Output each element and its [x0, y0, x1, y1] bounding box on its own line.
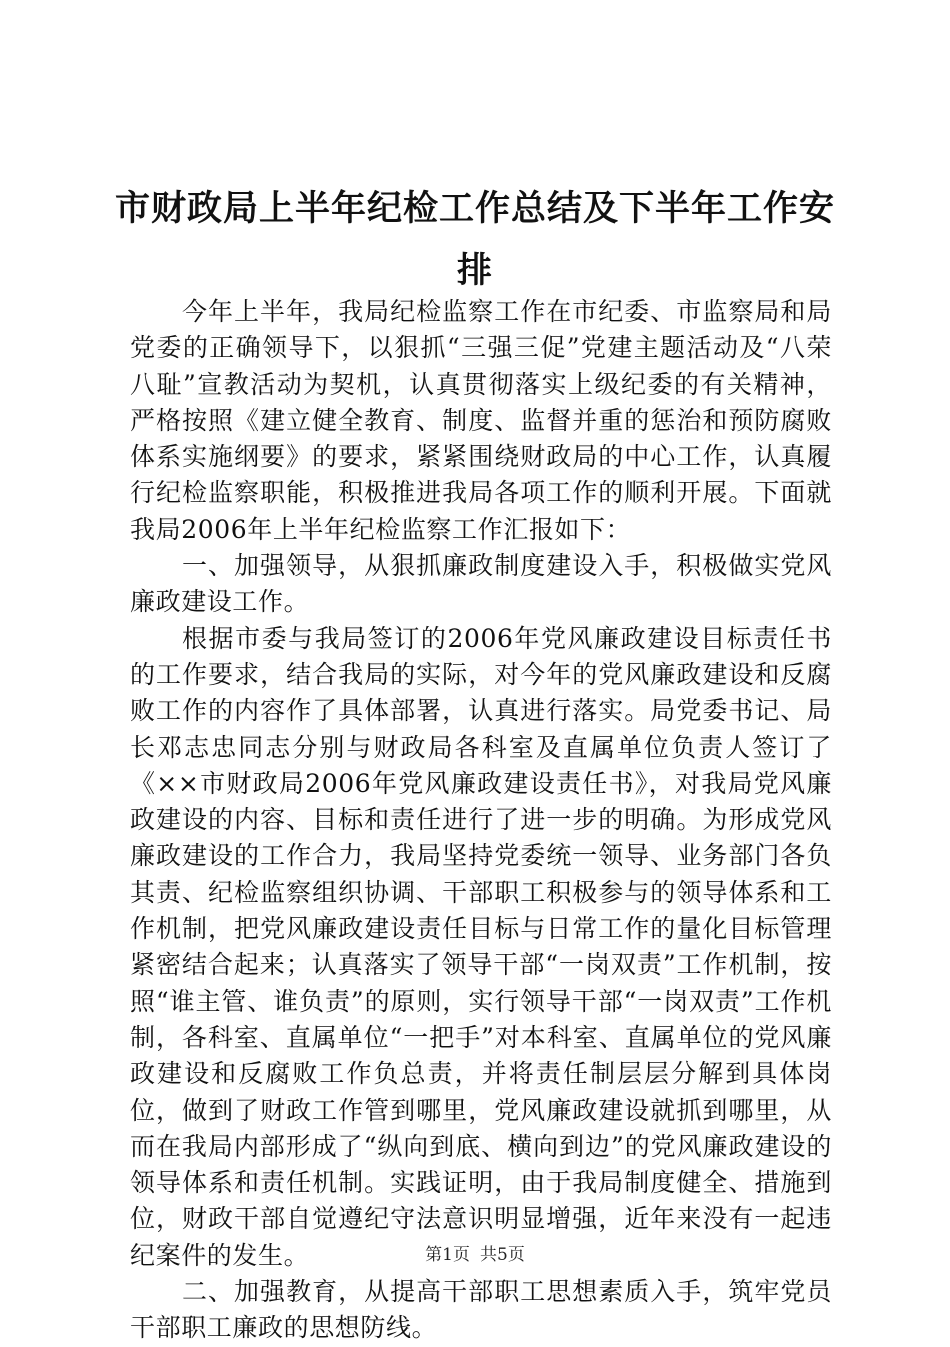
document-title: 市财政局上半年纪检工作总结及下半年工作安排	[114, 189, 835, 291]
page-footer	[0, 1243, 950, 1267]
paragraph-section-2-heading: 二、加强教育，从提高干部职工思想素质入手，筑牢党员干部职工廉政的思想防线。	[130, 1277, 832, 1343]
paragraph-intro: 今年上半年，我局纪检监察工作在市纪委、市监察局和局党委的正确领导下，以狠抓“三强三促”党建主题活动及“八荣八耻”宣教活动为契机，认真贯彻落实上级纪委的有关精神，严格按照《建立健全教育、制度、监督并重的惩治和预防腐败体系实施纲要》的要求，紧紧围绕财政局的中心工作，认真履行纪检监察职能，积极推进我局各项工作的顺利开展。下面就我局2006年上半年纪检监察工作汇报如下：	[130, 297, 832, 544]
paragraph-section-1-heading: 一、加强领导，从狠抓廉政制度建设入手，积极做实党风廉政建设工作。	[130, 551, 832, 617]
paragraph-section-1-body: 根据市委与我局签订的2006年党风廉政建设目标责任书的工作要求，结合我局的实际，对今年的党风廉政建设和反腐败工作的内容作了具体部署，认真进行落实。局党委书记、局长邓志忠同志分别与财政局各科室及直属单位负责人签订了《××市财政局2006年党风廉政建设责任书》，对我局党风廉政建设的内容、目标和责任进行了进一步的明确。为形成党风廉政建设的工作合力，我局坚持党委统一领导、业务部门各负其责、纪检监察组织协调、干部职工积极参与的领导体系和工作机制，把党风廉政建设责任目标与日常工作的量化目标管理紧密结合起来；认真落实了领导干部“一岗双责”工作机制，按照“谁主管、谁负责”的原则，实行领导干部“一岗双责”工作机制，各科室、直属单位“一把手”对本科室、直属单位的党风廉政建设和反腐败工作负总责，并将责任制层层分解到具体岗位，做到了财政工作管到哪里，党风廉政建设就抓到哪里，从而在我局内部形成了“纵向到底、横向到边”的党风廉政建设的领导体系和责任机制。实践证明，由于我局制度健全、措施到位，财政干部自觉遵纪守法意识明显增强，近年来没有一起违纪案件的发生。	[130, 623, 832, 1270]
page-total: 共5页	[480, 1245, 525, 1265]
page-number: 第1页	[425, 1245, 470, 1265]
document-body	[130, 294, 832, 1347]
